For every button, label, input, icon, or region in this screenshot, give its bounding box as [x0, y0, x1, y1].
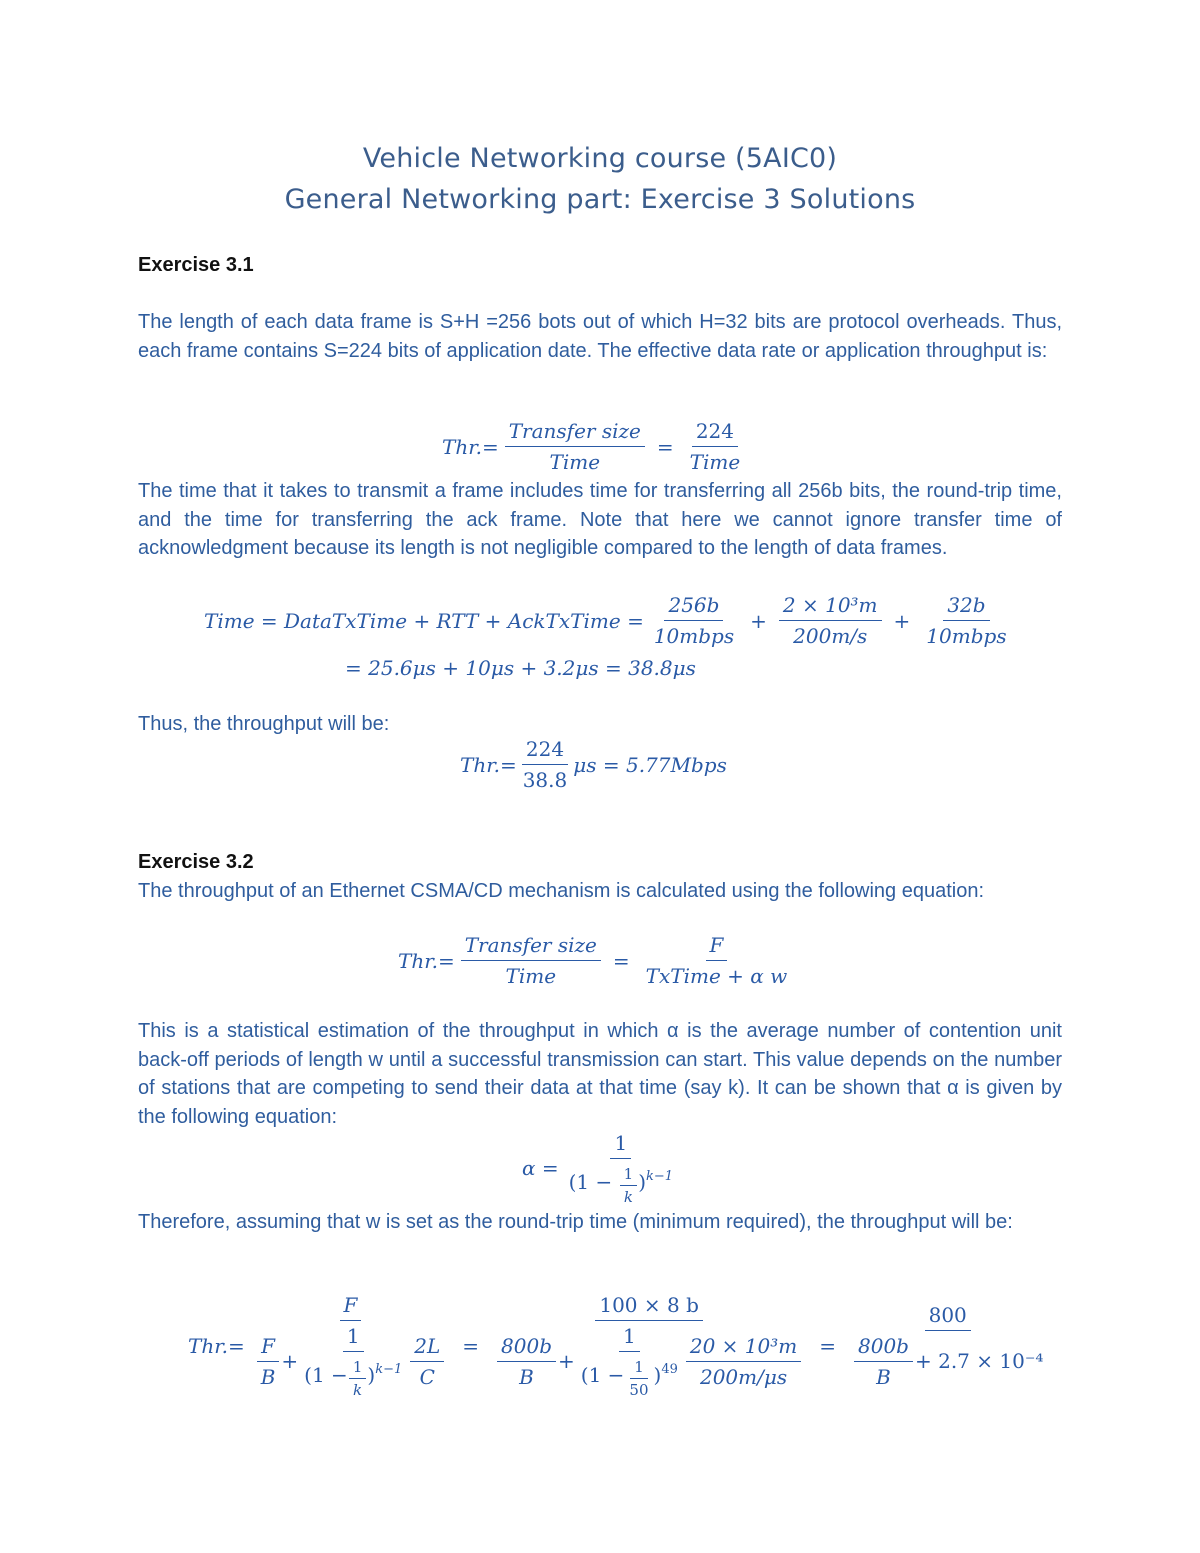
denominator [565, 1159, 677, 1206]
denominator: 38.8 [522, 768, 568, 792]
den-suffix: ) [638, 1170, 646, 1194]
exponent: k−1 [375, 1362, 403, 1377]
denominator [251, 1321, 451, 1399]
fraction [461, 932, 601, 989]
equals-sign: = [656, 434, 674, 459]
denominator: k [623, 1188, 633, 1206]
fraction-general [251, 1292, 451, 1399]
plus-sign: + [558, 1349, 575, 1373]
bits-over-b [854, 1333, 913, 1390]
numerator: 2 × 10³m [779, 592, 882, 621]
f-over-b [257, 1333, 280, 1390]
numerator: 800b [854, 1333, 913, 1362]
alpha-fraction [300, 1323, 406, 1399]
denominator: C [419, 1364, 435, 1389]
fraction [779, 592, 882, 649]
denominator: B [519, 1364, 534, 1389]
plus-sign: + [281, 1349, 299, 1373]
numerator: 800b [497, 1333, 556, 1362]
inner-fraction-wrap [619, 1161, 639, 1206]
fraction [642, 932, 792, 989]
numerator: 1 [343, 1323, 364, 1352]
numerator: 2L [410, 1333, 444, 1362]
denominator: TxTime + α w [645, 964, 788, 988]
exercise-3-1-paragraph-2: The time that it takes to transmit a frame includes time for transferring all 256b bits, the round-trip time, and the time for transferring the ack frame. Note that here we cannot ignore transfer time of acknowledgment because its length is not negligible compared to the length of data frames. [138, 480, 1062, 560]
plus-sign: + [750, 608, 767, 633]
inner-fraction [349, 1358, 367, 1399]
inner-fraction-wrap [624, 1354, 653, 1399]
den-suffix: ) [653, 1363, 662, 1387]
denominator: B [260, 1364, 276, 1389]
denominator: Time [549, 450, 601, 474]
equals-sign: = [612, 948, 630, 973]
numerator: 100 × 8 b [595, 1292, 703, 1321]
constant-term: + 2.7 × 10⁻⁴ [914, 1349, 1044, 1373]
exercise-3-2-paragraph-2: This is a statistical estimation of the throughput in which α is the average number of contention unit back-off periods of length w until a successful transmission can start. This value depends on the number of stations that are competing to send their data at that time (say k). It can be shown that α is given by the following equation: [138, 1020, 1062, 1128]
exponent: 49 [661, 1362, 678, 1377]
numerator: F [257, 1333, 279, 1362]
final-throughput-equation [188, 1292, 1053, 1399]
distance-over-speed [686, 1333, 801, 1390]
denominator: 10mbps [653, 624, 735, 648]
exercise-3-1-heading: Exercise 3.1 [138, 254, 254, 276]
den-prefix: (1 − [580, 1363, 625, 1387]
fraction-numeric [491, 1292, 807, 1399]
csma-throughput-equation [398, 932, 797, 989]
two-l-over-c [410, 1333, 444, 1390]
fraction [650, 592, 738, 649]
numerator: 800 [925, 1302, 971, 1331]
numerator: 224 [522, 736, 568, 765]
exercise-3-1-paragraph-3: Thus, the throughput will be: [138, 713, 390, 735]
numerator: F [340, 1292, 362, 1321]
denominator: 10mbps [926, 624, 1007, 648]
numerator: 1 [610, 1130, 631, 1159]
denominator: Time [689, 450, 741, 474]
denominator: Time [505, 964, 557, 988]
fraction-simplified [848, 1302, 1047, 1390]
fraction [519, 736, 572, 793]
throughput-result-equation [460, 736, 727, 793]
alpha-fraction [577, 1323, 682, 1399]
eq-lhs: Thr.= [442, 434, 499, 459]
fraction [686, 418, 745, 475]
fraction [505, 418, 645, 475]
exercise-3-2-heading: Exercise 3.2 [138, 851, 254, 873]
inner-fraction [620, 1165, 638, 1206]
den-suffix: ) [367, 1363, 376, 1387]
denominator [848, 1331, 1047, 1390]
transfer-time-result [345, 656, 696, 680]
denominator [491, 1321, 807, 1399]
inner-fraction [625, 1358, 652, 1399]
document-title-line-1: Vehicle Networking course (5AIC0) [362, 143, 838, 174]
fraction [922, 592, 1010, 649]
numerator: F [706, 932, 728, 961]
denominator: 50 [629, 1381, 649, 1399]
eq-lhs: Thr.= [188, 1333, 245, 1358]
den-prefix: (1 − [304, 1363, 348, 1387]
throughput-definition-equation [442, 418, 750, 475]
numerator: 1 [349, 1358, 367, 1379]
denominator [300, 1352, 406, 1399]
numerator: 1 [619, 1323, 640, 1352]
equals-sign: = [819, 1333, 836, 1358]
numerator: 1 [630, 1358, 648, 1379]
transfer-time-equation [204, 592, 1017, 649]
exercise-3-1-paragraph-1: The length of each data frame is S+H =256 bots out of which H=32 bits are protocol overheads. Thus, each frame contains S=224 bits of application date. The effective data rate or application throughput is: [138, 311, 1062, 362]
denominator: 200m/μs [699, 1364, 788, 1389]
den-prefix: (1 − [568, 1170, 613, 1194]
bits-over-b [497, 1333, 556, 1390]
exercise-3-2-paragraph-1: The throughput of an Ethernet CSMA/CD mechanism is calculated using the following equation: [138, 880, 985, 902]
numerator: 256b [664, 592, 723, 621]
eq-lhs: α = [522, 1156, 559, 1180]
plus-sign: + [893, 608, 911, 633]
equals-sign: = [462, 1333, 480, 1358]
denominator: k [353, 1381, 363, 1399]
inner-fraction-wrap [348, 1354, 368, 1399]
numerator: Transfer size [505, 418, 645, 447]
exponent: k−1 [646, 1169, 674, 1184]
numerator: Transfer size [461, 932, 601, 961]
eq-rhs: μs = 5.77Mbps [573, 752, 727, 777]
denominator: 200m/s [793, 624, 868, 648]
eq-lhs: Time = DataTxTime + RTT + AckTxTime = [204, 608, 644, 633]
eq-lhs: Thr.= [460, 752, 517, 777]
numerator: 32b [943, 592, 989, 621]
alpha-equation [522, 1130, 683, 1206]
numerator: 224 [692, 418, 738, 447]
fraction [565, 1130, 677, 1206]
result-text: = 25.6μs + 10μs + 3.2μs = 38.8μs [345, 656, 696, 680]
denominator [577, 1352, 682, 1399]
document-title-line-2: General Networking part: Exercise 3 Solutions [284, 184, 916, 215]
numerator: 20 × 10³m [686, 1333, 801, 1362]
denominator: B [876, 1364, 891, 1389]
numerator: 1 [620, 1165, 638, 1186]
eq-lhs: Thr.= [398, 948, 455, 973]
exercise-3-2-paragraph-3: Therefore, assuming that w is set as the round-trip time (minimum required), the throughput will be: [138, 1211, 1013, 1233]
